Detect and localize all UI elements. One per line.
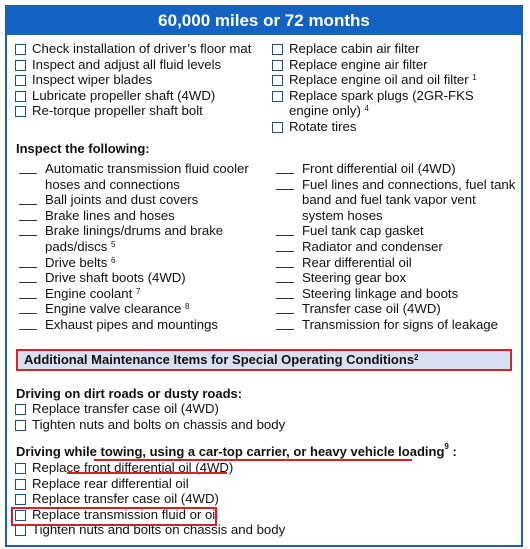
checkbox-icon[interactable] bbox=[15, 60, 26, 71]
inspect-item bbox=[14, 317, 272, 333]
checkbox-icon[interactable] bbox=[15, 106, 26, 117]
inspect-heading: Inspect the following: bbox=[16, 141, 150, 156]
inspect-item-text: Automatic transmission fluid cooler hoses and connections bbox=[45, 161, 249, 192]
inspect-item bbox=[14, 192, 272, 208]
checkbox-icon[interactable] bbox=[272, 91, 283, 102]
dirt-item-text: Replace transfer case oil (4WD) bbox=[32, 401, 219, 416]
checklist-item-text: Rotate tires bbox=[289, 118, 357, 134]
checkbox-icon[interactable] bbox=[272, 44, 283, 55]
inspect-item-text: Brake linings/drums and brake pads/discs $^5$ bbox=[45, 223, 224, 254]
inspect-item-text: Exhaust pipes and mountings bbox=[45, 316, 219, 332]
blank-line bbox=[276, 286, 294, 299]
checklist-item bbox=[14, 72, 269, 88]
inspect-item-text: Transmission for signs of leakage bbox=[302, 316, 498, 332]
special-conditions-banner bbox=[16, 349, 512, 371]
inspect-item bbox=[14, 255, 272, 271]
top-right-checklist bbox=[271, 41, 511, 135]
towing-item-text: Replace transfer case oil (4WD) bbox=[32, 491, 219, 507]
blank-line bbox=[19, 317, 37, 330]
inspect-item-text: Rear differential oil bbox=[302, 254, 412, 270]
checklist-item-text: Replace spark plugs (2GR-FKS engine only) $^4$ bbox=[289, 87, 474, 119]
checklist-item bbox=[271, 72, 511, 88]
inspect-left-list bbox=[14, 161, 272, 333]
footnote-marker: 8 bbox=[185, 302, 190, 312]
inspect-item-text: Front differential oil (4WD) bbox=[302, 161, 456, 176]
checklist-item bbox=[14, 41, 269, 57]
blank-line bbox=[276, 270, 294, 283]
blank-line bbox=[19, 270, 37, 283]
towing-item bbox=[14, 491, 514, 507]
inspect-item bbox=[271, 270, 519, 286]
blank-line bbox=[19, 208, 37, 221]
blank-line bbox=[19, 301, 37, 314]
inspect-item-text: Fuel tank cap gasket bbox=[302, 223, 424, 239]
dirt-item bbox=[14, 401, 514, 417]
blank-line bbox=[19, 255, 37, 268]
checklist-item bbox=[271, 57, 511, 73]
top-left-checklist bbox=[14, 41, 269, 119]
blank-line bbox=[276, 177, 294, 190]
towing-item-text: Tighten nuts and bolts on chassis and body bbox=[32, 522, 286, 538]
checkbox-icon[interactable] bbox=[15, 479, 26, 490]
checklist-item-text: Replace engine air filter bbox=[289, 56, 428, 72]
blank-line bbox=[276, 161, 294, 174]
inspect-item-text: Radiator and condenser bbox=[302, 238, 443, 254]
footnote-marker: 6 bbox=[110, 255, 116, 265]
inspect-item-text: Drive belts $^6$ bbox=[45, 254, 116, 270]
inspect-item bbox=[271, 317, 519, 333]
inspect-right-list bbox=[271, 161, 519, 333]
towing-item-text: Replace rear differential oil bbox=[32, 475, 189, 491]
checkbox-icon[interactable] bbox=[15, 44, 26, 55]
inspect-item-text: Steering linkage and boots bbox=[302, 285, 459, 301]
footnote-marker: 5 bbox=[110, 239, 116, 249]
checkbox-icon[interactable] bbox=[272, 122, 283, 133]
inspect-item bbox=[271, 239, 519, 255]
inspect-item-text: Ball joints and dust covers bbox=[45, 192, 199, 208]
inspect-item bbox=[271, 161, 519, 177]
checkbox-icon[interactable] bbox=[15, 463, 26, 474]
inspect-item bbox=[14, 286, 272, 302]
checklist-item-text: Inspect and adjust all fluid levels bbox=[32, 56, 222, 72]
towing-item-text: Replace front differential oil (4WD) bbox=[32, 460, 234, 475]
blank-line bbox=[19, 223, 37, 236]
inspect-item-text: Transfer case oil (4WD) bbox=[302, 301, 441, 317]
inspect-item-text: Fuel lines and connections, fuel tank band and fuel tank vapor vent system hoses bbox=[302, 176, 516, 223]
checklist-item-text: Check installation of driver’s floor mat bbox=[32, 41, 252, 56]
towing-heading: Driving while towing, using a car-top carrier, or heavy vehicle loading$^9$ : bbox=[16, 442, 457, 459]
inspect-item-text: Steering gear box bbox=[302, 270, 407, 286]
inspect-item bbox=[271, 223, 519, 239]
checkbox-icon[interactable] bbox=[15, 91, 26, 102]
inspect-item-text: Brake lines and hoses bbox=[45, 207, 175, 223]
checklist-item bbox=[14, 88, 269, 104]
checklist-item bbox=[271, 88, 511, 119]
checklist-item bbox=[14, 57, 269, 73]
dirt-item-text: Tighten nuts and bolts on chassis and body bbox=[32, 416, 286, 432]
annotation-underline-2 bbox=[67, 472, 227, 474]
towing-item bbox=[14, 476, 514, 492]
inspect-item bbox=[14, 270, 272, 286]
annotation-highlight-box bbox=[11, 507, 217, 526]
annotation-underline bbox=[94, 459, 412, 461]
checklist-item bbox=[271, 119, 511, 135]
checklist-item-text: Re-torque propeller shaft bolt bbox=[32, 103, 203, 119]
blank-line bbox=[276, 255, 294, 268]
checklist-item bbox=[271, 41, 511, 57]
checklist-item-text: Inspect wiper blades bbox=[32, 72, 153, 88]
checkbox-icon[interactable] bbox=[272, 75, 283, 86]
blank-line bbox=[276, 317, 294, 330]
inspect-item-text: Drive shaft boots (4WD) bbox=[45, 270, 186, 286]
footnote-marker: 2 bbox=[414, 353, 419, 362]
checkbox-icon[interactable] bbox=[15, 404, 26, 415]
blank-line bbox=[276, 301, 294, 314]
blank-line bbox=[19, 286, 37, 299]
inspect-item bbox=[271, 255, 519, 271]
inspect-item-text: Engine valve clearance $^8$ bbox=[45, 301, 190, 317]
inspect-item bbox=[271, 301, 519, 317]
inspect-item bbox=[14, 208, 272, 224]
dirt-roads-heading: Driving on dirt roads or dusty roads: bbox=[16, 386, 243, 401]
dirt-roads-list bbox=[14, 401, 514, 432]
interval-title: 60,000 miles or 72 months bbox=[7, 7, 521, 35]
blank-line bbox=[19, 161, 37, 174]
checkbox-icon[interactable] bbox=[15, 420, 26, 431]
checkbox-icon[interactable] bbox=[15, 494, 26, 505]
towing-heading-emphasis: towing, using a car-top carrier, or heavy vehicle loading bbox=[100, 444, 445, 459]
checklist-item-text: Lubricate propeller shaft (4WD) bbox=[32, 87, 216, 103]
dirt-item bbox=[14, 417, 514, 433]
inspect-item bbox=[14, 301, 272, 317]
special-conditions-title: Additional Maintenance Items for Special Operating Conditions bbox=[24, 352, 415, 367]
inspect-item bbox=[14, 223, 272, 254]
checkbox-icon[interactable] bbox=[272, 60, 283, 71]
maintenance-schedule-sheet bbox=[5, 5, 523, 547]
footnote-marker: 7 bbox=[135, 286, 141, 296]
footnote-marker: 4 bbox=[364, 104, 369, 114]
checkbox-icon[interactable] bbox=[15, 75, 26, 86]
checklist-item-text: Replace cabin air filter bbox=[289, 41, 420, 56]
inspect-item bbox=[271, 286, 519, 302]
inspect-item bbox=[271, 177, 519, 224]
towing-item-text: Replace transmission fluid or oil bbox=[32, 506, 219, 522]
footnote-marker: 9 bbox=[444, 442, 449, 451]
blank-line bbox=[19, 192, 37, 205]
blank-line bbox=[276, 239, 294, 252]
footnote-marker: 1 bbox=[472, 73, 477, 83]
checkbox-icon[interactable] bbox=[15, 525, 26, 536]
blank-line bbox=[276, 223, 294, 236]
inspect-item bbox=[14, 161, 272, 192]
inspect-item-text: Engine coolant $^7$ bbox=[45, 285, 141, 301]
checklist-item bbox=[14, 103, 269, 119]
checklist-item-text: Replace engine oil and oil filter $^1$ bbox=[289, 72, 477, 88]
